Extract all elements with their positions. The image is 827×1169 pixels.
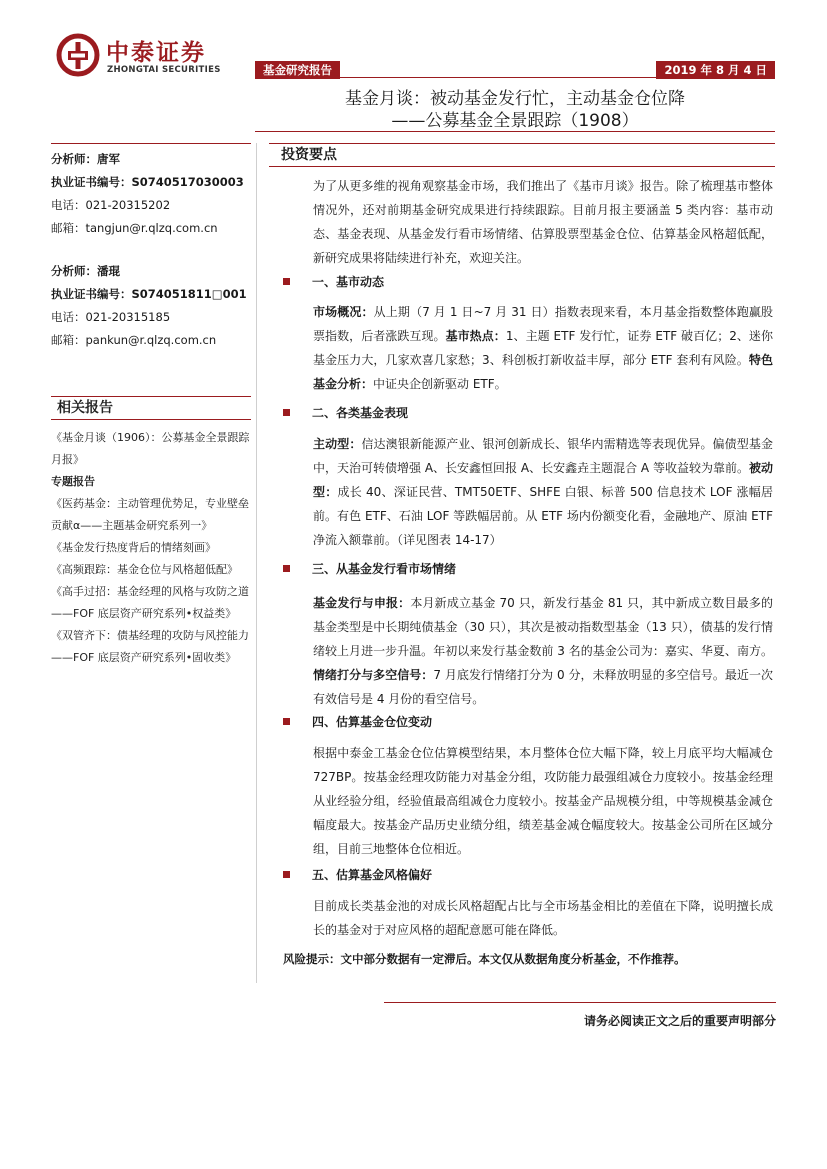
section-body [313,894,773,942]
section-title: 二、各类基金表现 [312,406,409,420]
section-body [313,300,773,396]
analyst-cert-row [51,171,256,194]
analyst-phone-row [51,306,256,329]
column-divider [256,143,257,983]
bullet-square-icon [283,871,290,878]
bullet-square-icon [283,278,290,285]
section-title: 一、基市动态 [312,275,385,289]
related-report-item[interactable]: 《基金发行热度背后的情绪刻画》 [51,541,216,554]
email-address[interactable]: tangjun@r.qlzq.com.cn [85,221,218,235]
inline-label: 市场概况： [313,305,374,319]
section-body [313,432,773,552]
bullet-square-icon [283,718,290,725]
inline-text: 成长 40、深证民营、TMT50ETF、SHFE 白银、标普 500 信息技术 LOF 涨幅居前。有色 ETF、石油 LOF 等跌幅居前。从 ETF 场内份额变化看，金融地产、原油 ETF 净流入额靠前。（详见图表 14-17） [313,485,773,547]
sidebar-divider [51,143,251,144]
section-heading [283,404,408,422]
analyst-cert-row [51,283,256,306]
inline-text: 1、主题 ETF 发行忙，证券 ETF 破百亿；2、迷你基金压力大，几家欢喜几家愁；3、科创板打新收益丰厚，部分 ETF 套利有风险。 [313,329,773,367]
related-report-item[interactable]: 《基金月谈（1906）：公募基金全景跟踪月报》 [51,431,250,466]
analyst-name-label: 分析师： [51,152,97,166]
section-body [313,591,773,711]
inline-text: 信达澳银新能源产业、银河创新成长、银华内需精选等表现优异。偏债型基金中，天治可转债增强 A、长安鑫恒回报 A、长安鑫垚主题混合 A 等收益较为靠前。 [313,437,773,475]
analyst-email-row [51,217,256,240]
cert-number: S0740517030003 [131,175,244,189]
key-points-heading [269,143,775,167]
email-address[interactable]: pankun@r.qlzq.com.cn [85,333,217,347]
brand-name-en: ZHONGTAI SECURITIES [107,65,221,75]
section-title: 四、估算基金仓位变动 [312,715,433,729]
bullet-square-icon [283,409,290,416]
section-heading [283,560,456,578]
section-heading [283,866,432,884]
zhongtai-logo-icon [56,33,100,77]
email-label: 邮箱： [51,221,86,235]
company-logo [56,33,236,79]
related-report-item[interactable]: 《双管齐下：债基经理的攻防与风控能力——FOF 底层资产研究系列•固收类》 [51,629,249,664]
cert-label: 执业证书编号： [51,175,132,189]
inline-text: 目前成长类基金池的对成长风格超配占比与全市场基金相比的差值在下降，说明擅长成长的基金对于对应风格的超配意愿可能在降低。 [313,899,773,937]
header-bar [255,61,775,78]
analyst-name-label: 分析师： [51,264,97,278]
bullet-square-icon [283,565,290,572]
phone-label: 电话： [51,310,86,324]
related-report-item[interactable]: 《高频跟踪：基金仓位与风格超低配》 [51,563,238,576]
phone-label: 电话： [51,198,86,212]
inline-label: 被动型： [313,461,773,499]
analyst-name: 唐军 [97,152,120,166]
intro-paragraph: 为了从更多维的视角观察基金市场，我们推出了《基市月谈》报告。除了梳理基市整体情况外，还对前期基金研究成果进行持续跟踪。目前月报主要涵盖 5 类内容：基市动态、基金表现、从基金发行看市场情绪、估算股票型基金仓位、估算基金风格超低配，新研究成果将陆续进行补充，欢迎关注。 [313,179,773,265]
related-reports-title: 相关报告 [57,400,113,416]
cert-number: S074051811□001 [131,287,247,301]
footer-divider [384,1002,776,1003]
inline-text: 从上期（7 月 1 日~7 月 31 日）指数表现来看，本月基金指数整体跑赢股票指数，后者涨跌互现。 [313,305,773,343]
inline-label: 基市热点： [445,329,506,343]
analyst-name: 潘琨 [97,264,120,278]
phone-number: 021-20315185 [85,310,171,324]
inline-label: 主动型： [313,437,362,451]
analyst-email-row [51,329,256,352]
inline-label: 情绪打分与多空信号： [313,668,434,682]
inline-text: 中证央企创新驱动 ETF。 [373,377,507,391]
related-report-item[interactable]: 《医药基金：主动管理优势足，专业壁垒贡献α——主题基金研究系列一》 [51,497,249,532]
section-body [313,741,773,861]
analyst-name-row [51,260,256,283]
related-report-item[interactable]: 《高手过招：基金经理的风格与攻防之道——FOF 底层资产研究系列•权益类》 [51,585,249,620]
section-title: 三、从基金发行看市场情绪 [312,562,457,576]
section-heading [283,273,384,291]
section-title: 五、估算基金风格偏好 [312,868,433,882]
inline-label: 特色基金分析： [313,353,773,391]
title-divider [255,131,775,132]
footer-disclaimer: 请务必阅读正文之后的重要声明部分 [583,1014,776,1028]
related-reports-list [51,427,256,669]
section-heading [283,713,432,731]
report-date: 2019 年 8 月 4 日 [656,61,775,79]
analyst-info [51,148,256,352]
phone-number: 021-20315202 [85,198,171,212]
risk-warning: 风险提示：文中部分数据有一定滞后。本文仅从数据角度分析基金，不作推荐。 [283,952,686,966]
inline-text: 根据中泰金工基金仓位估算模型结果，本月整体仓位大幅下降，较上月底平均大幅减仓 727BP。按基金经理攻防能力对基金分组，攻防能力最强组减仓力度较小。按基金经理从业经验分组，经验值最高组减仓力度较小。按基金产品规模分组，中等规模基金减仓幅度最大。按基金产品历史业绩分组，绩差基金减仓幅度较大。按基金公司所在区域分组，目前三地整体仓位相近。 [313,746,773,856]
brand-name-cn: 中泰证券 [106,40,206,66]
inline-label: 基金发行与申报： [313,596,411,610]
analyst-phone-row [51,194,256,217]
topic-reports-heading: 专题报告 [51,475,95,488]
report-title: 基金月谈：被动基金发行忙，主动基金仓位降 [345,89,685,109]
analyst-name-row [51,148,256,171]
related-reports-heading [51,396,251,420]
email-label: 邮箱： [51,333,86,347]
inline-text: 本月新成立基金 70 只，新发行基金 81 只，其中新成立数目最多的基金类型是中长期纯债基金（30 只），其次是被动指数型基金（13 只），债基的发行情绪较上月进一步升温。年初以来发行基金数前 3 名的基金公司为：嘉实、华夏、南方。 [313,596,773,658]
report-subtitle: ——公募基金全景跟踪（1908） [391,111,639,131]
key-points-title: 投资要点 [281,147,337,163]
cert-label: 执业证书编号： [51,287,132,301]
inline-text: 7 月底发行情绪打分为 0 分，未释放明显的多空信号。最近一次有效信号是 4 月份的看空信号。 [313,668,773,706]
report-type-tag: 基金研究报告 [255,61,340,79]
